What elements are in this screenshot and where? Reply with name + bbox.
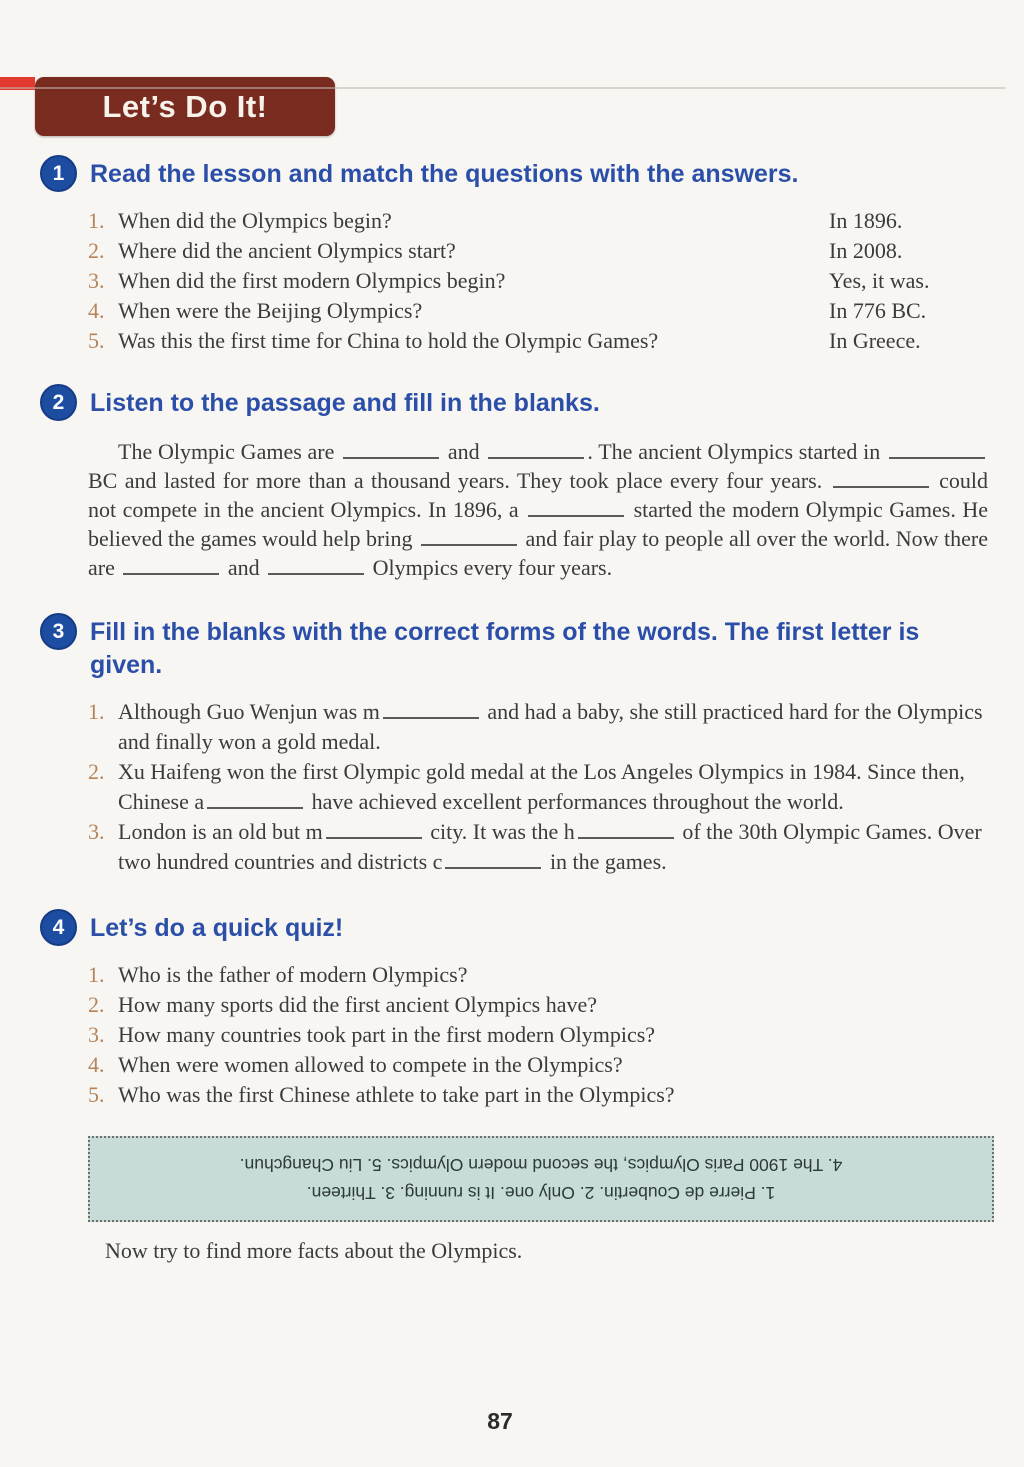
question-number: 4. [88,298,105,323]
question-text: Was this the first time for China to hold the Olympic Games? [118,328,659,353]
question-text: When were the Beijing Olympics? [118,298,423,323]
section-4-header [40,911,994,946]
question-text: When did the first modern Olympics begin? [118,268,506,293]
quiz-text: Who is the father of modern Olympics? [118,962,468,987]
passage-text: started the modern Olympic Games. He believed the games would help bring [88,497,988,551]
question-number: 5. [88,328,105,353]
section-1-title: Read the lesson and match the questions with the answers. [90,160,799,188]
passage-blank [123,561,219,575]
passage-text: . The ancient Olympics started in [587,439,886,464]
passage-blank [528,503,624,517]
answer-key-line-1: 1. Pierre de Coubertin. 2. Only one. It is running. 3. Thirteen. [306,1183,776,1203]
passage-text: BC and lasted for more than a thousand years. They took place every four years. [88,468,830,493]
passage-blank [268,561,364,575]
match-row [88,236,989,266]
item-text [118,817,989,877]
textbook-page [0,77,1024,1467]
item-text: city. It was the h [424,819,575,844]
question-number: 1. [88,208,105,233]
passage-text: Olympics every four years. [367,555,613,580]
section-2-header [40,386,994,421]
match-row [88,296,989,326]
passage-blank [421,532,517,546]
question-wrap [88,206,829,236]
fill-blanks-item [88,757,989,817]
item-text: in the games. [544,849,667,874]
item-number: 2. [88,759,105,784]
listening-passage [88,437,988,582]
fill-blanks-item [88,697,989,757]
item-blank [578,825,674,839]
passage-text: could not compete in the ancient Olympics. In 1896, a [88,468,988,522]
item-blank [445,855,541,869]
section-1-number-badge: 1 [40,155,77,192]
quiz-question-list [88,960,989,1110]
question-text: Where did the ancient Olympics start? [118,238,456,263]
quiz-number: 1. [88,962,105,987]
item-text: Although Guo Wenjun was m [118,699,380,724]
question-number: 3. [88,268,105,293]
item-blank [383,705,479,719]
section-2-number-badge: 2 [40,384,77,421]
quiz-number: 2. [88,992,105,1017]
quiz-text: How many countries took part in the first modern Olympics? [118,1022,656,1047]
passage-blank [488,445,584,459]
item-number: 3. [88,819,105,844]
answer-text: In 1896. [829,208,903,233]
match-row [88,266,989,296]
passage-text: and [442,439,486,464]
match-row [88,326,989,356]
answer-key-line-2: 4. The 1900 Paris Olympics, the second modern Olympics. 5. Liu Changchun. [239,1155,843,1175]
item-text [118,697,989,757]
answer-key-upside-down-text [104,1151,978,1207]
quiz-number: 5. [88,1082,105,1107]
section-3-number-badge: 3 [40,613,77,650]
answer-key-box [88,1136,994,1222]
question-number: 2. [88,238,105,263]
section-4-title: Let’s do a quick quiz! [90,914,344,942]
page-number: 87 [487,1408,513,1434]
scan-edge-line [0,87,1005,89]
section-4-number-badge: 4 [40,909,77,946]
quiz-text: Who was the first Chinese athlete to take part in the Olympics? [118,1082,675,1107]
item-text: London is an old but m [118,819,323,844]
question-wrap [88,326,829,356]
passage-text: and [222,555,266,580]
quiz-question [88,1020,989,1050]
answer-text: Yes, it was. [829,268,930,293]
answer-text: In 2008. [829,238,903,263]
question-wrap [88,266,829,296]
passage-blank [833,474,929,488]
match-question-list [88,206,989,356]
banner-label: Let’s Do It! [102,88,268,124]
passage-blank [889,445,985,459]
section-1-header [40,157,994,192]
item-text: of the 30th Olympic Games. Over two hundred countries and districts c [118,819,982,874]
passage-text: The Olympic Games are [118,439,341,464]
section-3-title: Fill in the blanks with the correct forms of the words. The first letter is given. [90,618,920,679]
question-wrap [88,296,829,326]
passage-blank [343,445,439,459]
question-text: When did the Olympics begin? [118,208,392,233]
item-blank [207,795,303,809]
quiz-text: When were women allowed to compete in the Olympics? [118,1052,623,1077]
answer-text: In 776 BC. [829,298,927,323]
quiz-number: 4. [88,1052,105,1077]
fill-blanks-item-list [88,697,989,877]
quiz-question [88,960,989,990]
question-wrap [88,236,829,266]
match-row [88,206,989,236]
item-blank [326,825,422,839]
item-text [118,757,989,817]
item-text: Xu Haifeng won the first Olympic gold medal at the Los Angeles Olympics in 1984. Since then, Chinese a [118,759,965,814]
item-text: have achieved excellent performances throughout the world. [306,789,844,814]
quiz-text: How many sports did the first ancient Olympics have? [118,992,598,1017]
footer-note: Now try to find more facts about the Olympics. [105,1238,523,1263]
quiz-number: 3. [88,1022,105,1047]
lets-do-it-banner [35,77,335,136]
fill-blanks-item [88,817,989,877]
section-2-title: Listen to the passage and fill in the blanks. [90,389,600,417]
answer-text: In Greece. [829,328,921,353]
quiz-question [88,1080,989,1110]
quiz-question [88,990,989,1020]
item-text: and had a baby, she still practiced hard for the Olympics and finally won a gold medal. [118,699,983,754]
section-3-header [40,615,994,682]
item-number: 1. [88,699,105,724]
passage-text: and fair play to people all over the world. Now there are [88,526,989,580]
quiz-question [88,1050,989,1080]
